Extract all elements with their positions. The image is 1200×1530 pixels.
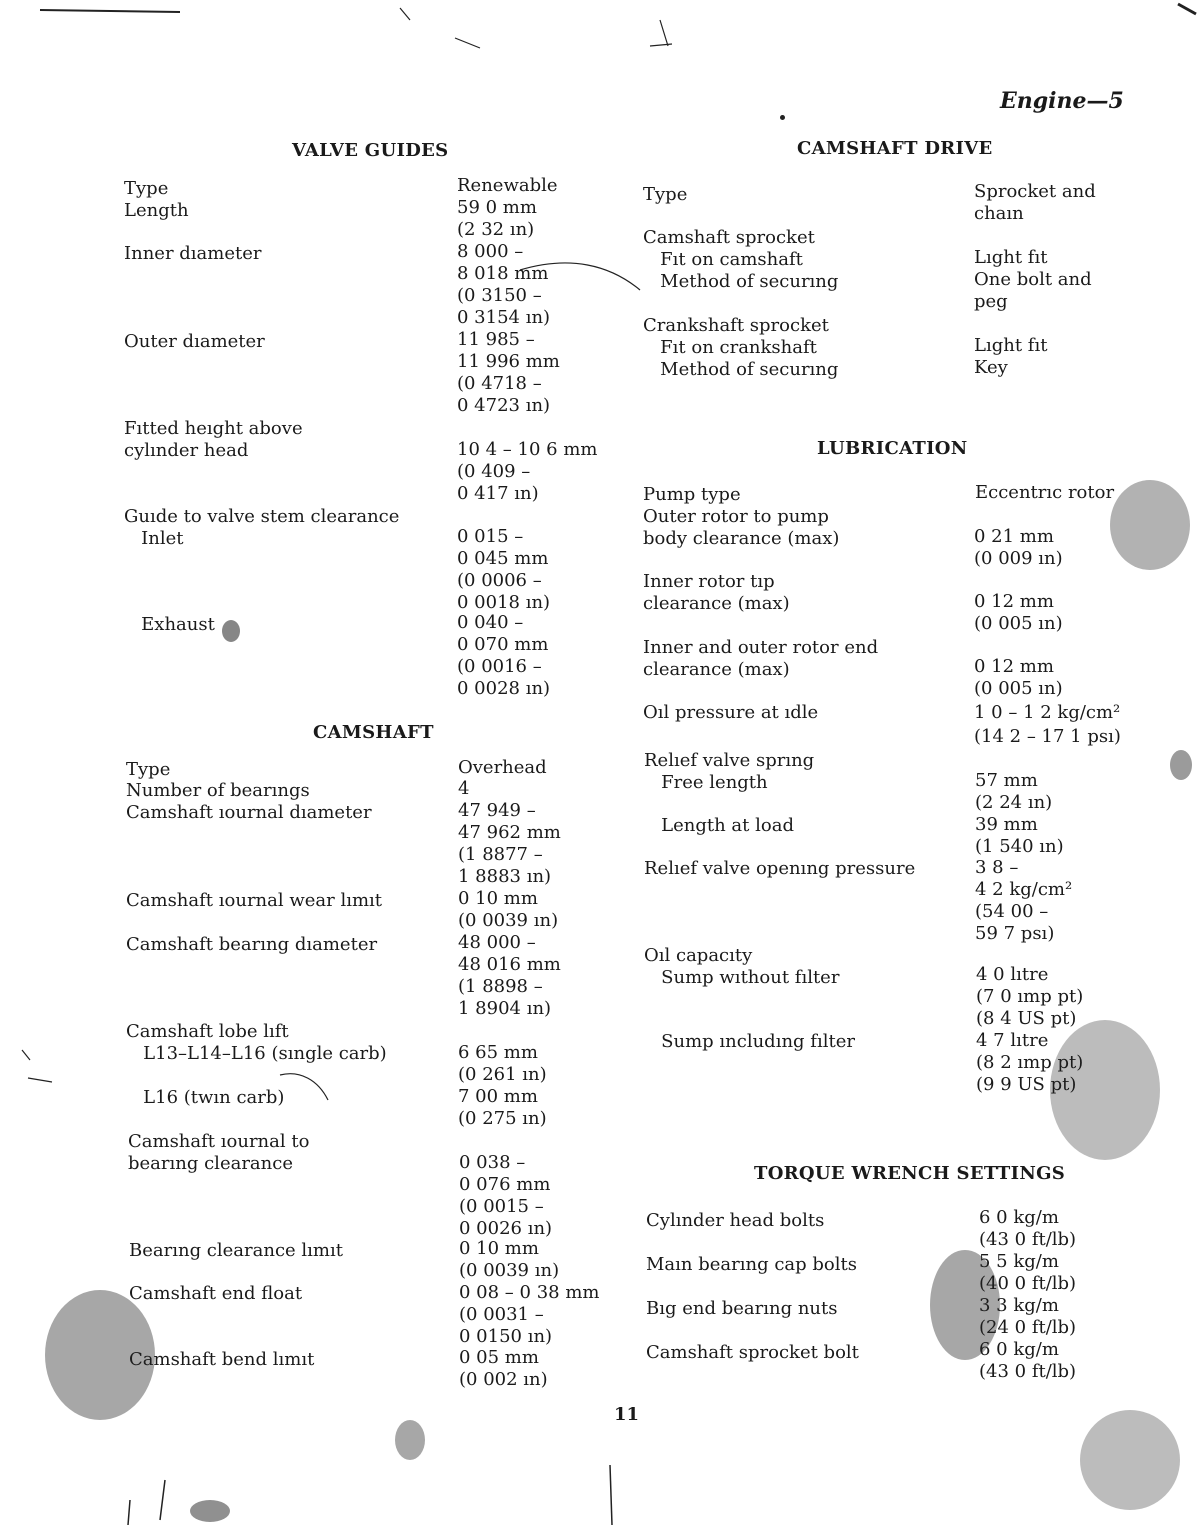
lub-rotor-end-label: Inner and outer rotor end clearance (max) — [643, 637, 879, 680]
cs-bearings-value: 4 — [458, 778, 470, 799]
tw-cylinder-head-value: 6 0 kg/m (43 0 ft/lb) — [979, 1207, 1077, 1250]
lub-inner-rotor-label: Inner rotor tıp clearance (max) — [643, 571, 790, 614]
tw-main-bearing-label: Maın bearıng cap bolts — [646, 1254, 857, 1275]
vg-fitted-height-label: Fıtted heıght above cylınder head — [124, 418, 303, 461]
vg-length-label: Length — [124, 200, 189, 221]
scan-speck — [1050, 1020, 1160, 1160]
scan-speck — [1110, 480, 1190, 570]
vg-length-value: 59 0 mm (2 32 ın) — [457, 197, 537, 240]
scan-speck — [1170, 750, 1192, 780]
lub-oil-pressure-label: Oıl pressure at ıdle — [643, 702, 819, 723]
tw-main-bearing-value: 5 5 kg/m (40 0 ft/lb) — [979, 1251, 1077, 1294]
lub-sump-without-filter-label: Oıl capacıty Sump wıthout fılter — [644, 945, 840, 988]
cs-bend-limit-value: 0 05 mm (0 002 ın) — [459, 1347, 548, 1390]
vg-outer-diameter-value: 11 985 – 11 996 mm (0 4718 – 0 4723 ın) — [457, 329, 560, 416]
cs-journal-wear-label: Camshaft ıournal wear lımıt — [126, 890, 383, 911]
lub-relief-load-length-label: Length at load — [644, 815, 794, 836]
vg-fitted-height-value: 10 4 – 10 6 mm (0 409 – 0 417 ın) — [457, 439, 598, 504]
camshaft-heading: CAMSHAFT — [313, 722, 434, 743]
vg-type-value: Renewable — [457, 175, 558, 196]
scan-speck — [190, 1500, 230, 1522]
lub-pump-type-value: Eccentrıc rotor — [975, 482, 1115, 503]
scan-speck — [930, 1250, 1000, 1360]
cs-bearing-diameter-label: Camshaft bearıng dıameter — [126, 934, 378, 955]
cd-type-label: Type — [643, 184, 688, 205]
cd-type-value: Sprocket and chaın — [974, 181, 1096, 224]
cs-end-float-value: 0 08 – 0 38 mm (0 0031 – 0 0150 ın) — [459, 1282, 600, 1347]
page-header: Engine—5 — [1000, 88, 1124, 114]
cs-end-float-label: Camshaft end float — [129, 1283, 303, 1304]
cd-camshaft-sprocket-label: Camshaft sprocket Fıt on camshaft Method of securıng — [643, 227, 839, 292]
lub-outer-rotor-label: Outer rotor to pump body clearance (max) — [643, 506, 840, 549]
cs-bearing-diameter-value: 48 000 – 48 016 mm (1 8898 – 1 8904 ın) — [458, 932, 561, 1019]
lub-relief-load-length-value: 39 mm (1 540 ın) — [975, 814, 1064, 857]
lub-sump-including-filter-value: 4 7 lıtre (8 2 ımp pt) (9 9 US pt) — [976, 1030, 1084, 1095]
cs-journal-diameter-value: 47 949 – 47 962 mm (1 8877 – 1 8883 ın) — [458, 800, 561, 887]
cs-bearing-clearance-limit-label: Bearıng clearance lımıt — [129, 1240, 343, 1261]
lub-outer-rotor-value: 0 21 mm (0 009 ın) — [974, 526, 1063, 569]
cs-bearing-clearance-limit-value: 0 10 mm (0 0039 ın) — [459, 1238, 560, 1281]
vg-inlet-clearance-value: 0 015 – 0 045 mm (0 0006 – 0 0018 ın) — [457, 526, 551, 613]
cs-lobe-lift-twin-label: L16 (twın carb) — [126, 1087, 285, 1108]
lub-sump-without-filter-value: 4 0 lıtre (7 0 ımp pt) (8 4 US pt) — [976, 964, 1084, 1029]
vg-exhaust-clearance-label: Exhaust — [124, 614, 215, 635]
vg-type-label: Type — [124, 178, 169, 199]
vg-outer-diameter-label: Outer dıameter — [124, 331, 265, 352]
lub-inner-rotor-value: 0 12 mm (0 005 ın) — [974, 591, 1063, 634]
scan-speck — [395, 1420, 425, 1460]
valve-guides-heading: VALVE GUIDES — [292, 140, 449, 161]
cd-camshaft-sprocket-value: Lıght fıt One bolt and peg — [974, 247, 1092, 312]
lubrication-heading: LUBRICATION — [817, 438, 968, 459]
cd-crankshaft-sprocket-value: Lıght fıt Key — [974, 335, 1048, 378]
vg-exhaust-clearance-value: 0 040 – 0 070 mm (0 0016 – 0 0028 ın) — [457, 612, 551, 699]
scan-speck — [222, 620, 240, 642]
cs-journal-clearance-value: 0 038 – 0 076 mm (0 0015 – 0 0026 ın) — [459, 1152, 553, 1239]
lub-relief-opening-value: 3 8 – 4 2 kg/cm² (54 00 – 59 7 psı) — [975, 857, 1073, 944]
cs-journal-wear-value: 0 10 mm (0 0039 ın) — [458, 888, 559, 931]
lub-oil-pressure-value: 1 0 – 1 2 kg/cm² (14 2 – 17 1 psı) — [974, 702, 1121, 747]
cs-journal-clearance-label: Camshaft ıournal to bearıng clearance — [128, 1131, 310, 1174]
vg-inner-diameter-label: Inner dıameter — [124, 243, 262, 264]
cs-bearings-label: Number of bearıngs — [126, 780, 310, 801]
torque-wrench-heading: TORQUE WRENCH SETTINGS — [754, 1163, 1066, 1184]
lub-sump-including-filter-label: Sump ıncludıng fılter — [644, 1031, 855, 1052]
cs-type-label: Type — [126, 759, 171, 780]
scan-speck — [780, 115, 785, 120]
tw-big-end-label: Bıg end bearıng nuts — [646, 1298, 838, 1319]
tw-camshaft-sprocket-value: 6 0 kg/m (43 0 ft/lb) — [979, 1339, 1077, 1382]
vg-inlet-clearance-label: Guıde to valve stem clearance Inlet — [124, 506, 400, 549]
cs-journal-diameter-label: Camshaft ıournal dıameter — [126, 802, 372, 823]
cd-crankshaft-sprocket-label: Crankshaft sprocket Fıt on crankshaft Method of securıng — [643, 315, 839, 380]
tw-cylinder-head-label: Cylınder head bolts — [646, 1210, 825, 1231]
lub-relief-free-length-label: Relıef valve sprıng Free length — [644, 750, 815, 793]
cs-type-value: Overhead — [458, 757, 547, 778]
cs-lobe-lift-label: Camshaft lobe lıft L13–L14–L16 (sıngle carb) — [126, 1021, 387, 1064]
scan-speck — [45, 1290, 155, 1420]
lub-pump-type-label: Pump type — [643, 484, 741, 505]
cs-lobe-lift-single-value: 6 65 mm (0 261 ın) — [458, 1042, 547, 1085]
lub-relief-free-length-value: 57 mm (2 24 ın) — [975, 770, 1053, 813]
camshaft-drive-heading: CAMSHAFT DRIVE — [797, 138, 993, 159]
tw-camshaft-sprocket-label: Camshaft sprocket bolt — [646, 1342, 859, 1363]
lub-rotor-end-value: 0 12 mm (0 005 ın) — [974, 656, 1063, 699]
page-number: 11 — [614, 1404, 640, 1425]
lub-relief-opening-label: Relıef valve openıng pressure — [644, 858, 916, 879]
vg-inner-diameter-value: 8 000 – 8 018 mm (0 3150 – 0 3154 ın) — [457, 241, 551, 328]
scan-speck — [1080, 1410, 1180, 1510]
cs-lobe-lift-twin-value: 7 00 mm (0 275 ın) — [458, 1086, 547, 1129]
tw-big-end-value: 3 3 kg/m (24 0 ft/lb) — [979, 1295, 1077, 1338]
cs-bend-limit-label: Camshaft bend lımıt — [129, 1349, 315, 1370]
